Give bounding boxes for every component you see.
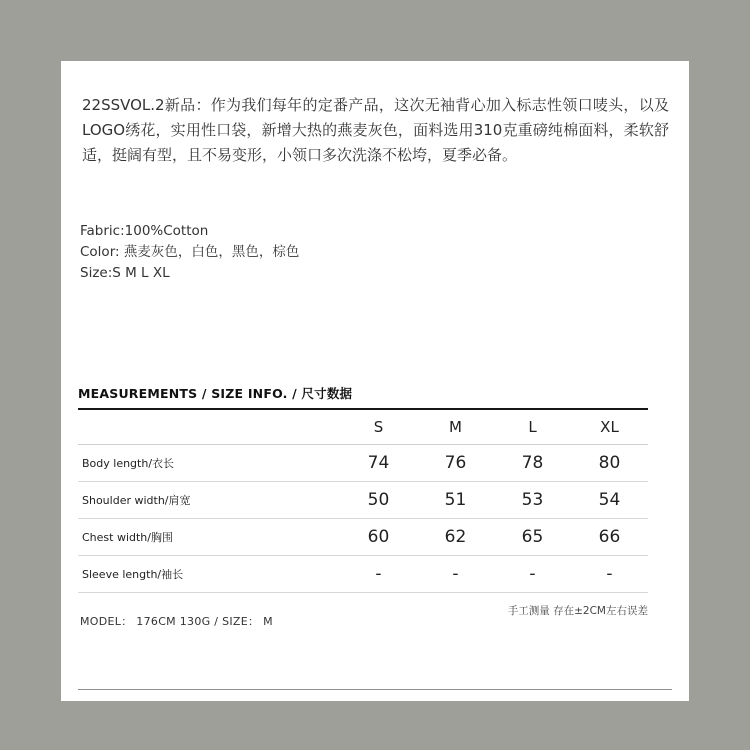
product-info-card — [61, 61, 689, 701]
cell-value: - — [375, 564, 382, 584]
header-col-xl: XL — [600, 418, 619, 436]
spec-size: Size:S M L XL — [80, 265, 170, 281]
row-label: Chest width/胸围 — [82, 531, 173, 544]
spec-color: Color: 燕麦灰色，白色，黑色，棕色 — [80, 244, 300, 260]
footer-divider — [78, 689, 672, 690]
cell-value: 53 — [521, 490, 544, 510]
cell-value: - — [529, 564, 536, 584]
row-label: Shoulder width/肩宽 — [82, 494, 191, 507]
table-row-shoulder-width — [78, 482, 648, 519]
table-row-body-length — [78, 445, 648, 482]
spec-list — [80, 221, 299, 284]
cell-value: - — [452, 564, 459, 584]
header-col-m: M — [449, 418, 462, 436]
cell-value: - — [606, 564, 613, 584]
cell-value: 74 — [367, 453, 390, 473]
cell-value: 51 — [444, 490, 467, 510]
header-col-l: L — [528, 418, 537, 436]
cell-value: 65 — [521, 527, 544, 547]
cell-value: 78 — [521, 453, 544, 473]
cell-value: 60 — [367, 527, 390, 547]
cell-value: 62 — [444, 527, 467, 547]
cell-value: 80 — [598, 453, 621, 473]
cell-value: 66 — [598, 527, 621, 547]
measurements-heading: MEASUREMENTS / SIZE INFO. / 尺寸数据 — [78, 386, 353, 401]
row-label: Sleeve length/袖长 — [82, 568, 184, 581]
size-table-header-row — [78, 408, 648, 445]
header-col-s: S — [373, 418, 384, 436]
product-description: 22SSVOL.2新品：作为我们每年的定番产品，这次无袖背心加入标志性领口唛头，以及LOGO绣花，实用性口袋，新增大热的燕麦灰色，面料选用310克重磅纯棉面料，柔软舒适，挺阔有型，且不易变形，小领口多次洗涤不松垮，夏季必备。 — [82, 96, 669, 164]
row-label: Body length/衣长 — [82, 457, 175, 470]
size-table-section — [78, 387, 648, 618]
cell-value: 50 — [367, 490, 390, 510]
cell-value: 76 — [444, 453, 467, 473]
spec-fabric: Fabric:100%Cotton — [80, 223, 209, 239]
table-row-sleeve-length — [78, 556, 648, 593]
cell-value: 54 — [598, 490, 621, 510]
measurement-tolerance-note: 手工测量 存在±2CM左右误差 — [507, 605, 648, 617]
model-info: MODEL： 176CM 130G / SIZE： M — [80, 615, 273, 628]
table-row-chest-width — [78, 519, 648, 556]
